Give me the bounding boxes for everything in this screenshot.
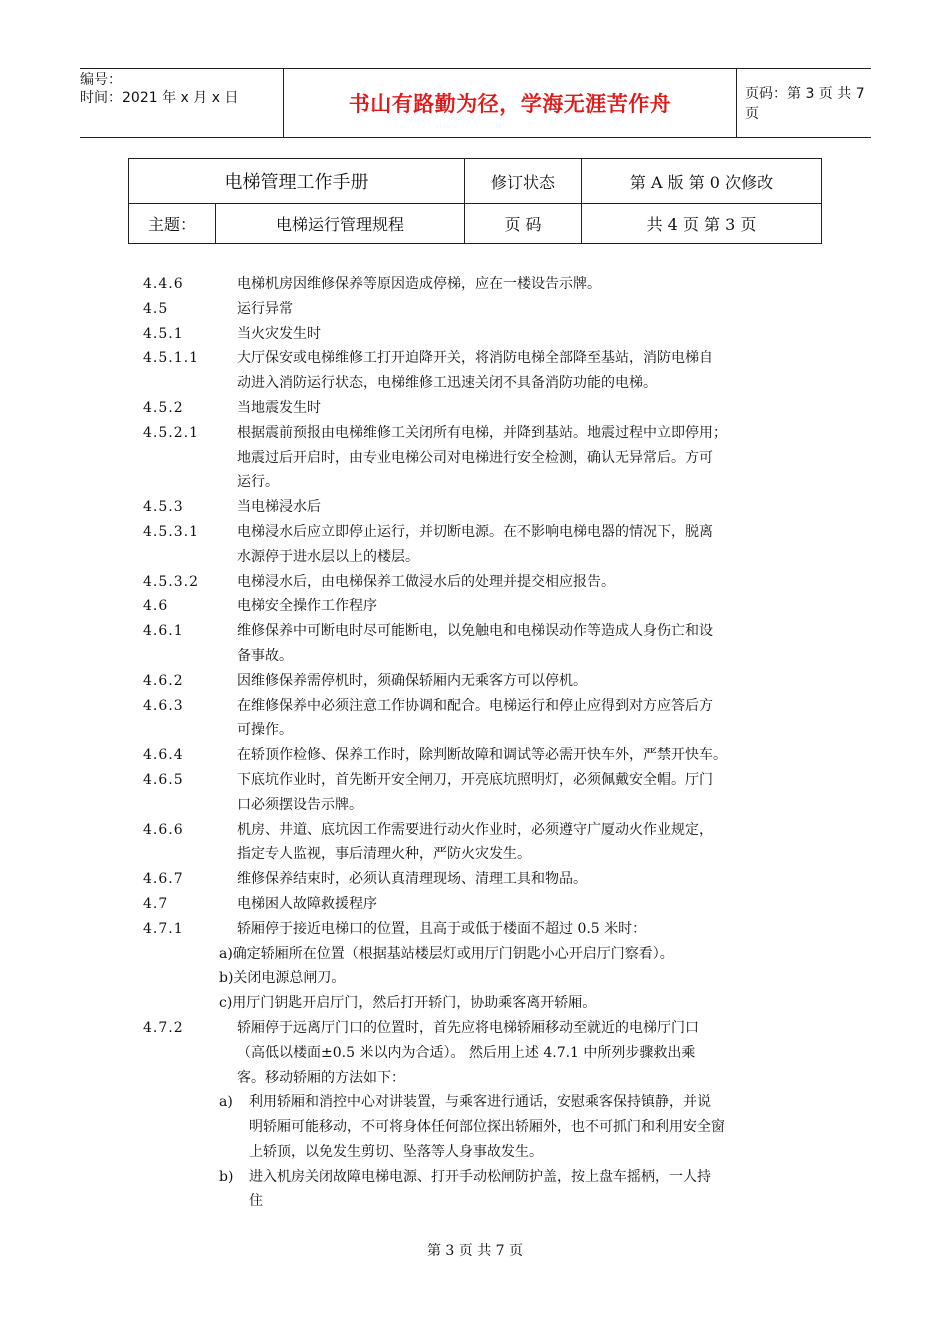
- paragraph-line: [143, 470, 823, 495]
- paragraph-text: 地震过后开启时，由专业电梯公司对电梯进行安全检测，确认无异常后。方可: [237, 449, 713, 466]
- paragraph-text: 轿厢停于远离厅门口的位置时，首先应将电梯轿厢移动至就近的电梯厅门口: [237, 1019, 699, 1036]
- paragraph-line: [143, 892, 823, 917]
- paragraph-line: [143, 1066, 823, 1091]
- page-info: 页码：第 3 页 共 7 页: [745, 86, 865, 122]
- paragraph-text: 电梯浸水后，由电梯保养工做浸水后的处理并提交相应报告。: [237, 573, 615, 590]
- paragraph-line: [143, 793, 823, 818]
- paragraph-line: [143, 867, 823, 892]
- paragraph-text: 因维修保养需停机时，须确保轿厢内无乘客方可以停机。: [237, 672, 587, 689]
- section-number: 4.6: [143, 598, 169, 615]
- paragraph-text: 根据震前预报由电梯维修工关闭所有电梯，并降到基站。地震过程中立即停用；: [237, 424, 727, 441]
- section-number: 4.5.3: [143, 499, 184, 516]
- section-number: 4.5.3.1: [143, 523, 199, 540]
- section-number: 4.6.5: [143, 771, 184, 788]
- list-item-line: [143, 1189, 823, 1214]
- list-marker: b): [219, 1168, 234, 1185]
- list-item-text: 住: [249, 1193, 263, 1210]
- paragraph-text: 电梯浸水后应立即停止运行，并切断电源。在不影响电梯电器的情况下，脱离: [237, 523, 713, 540]
- number-label: 编号：: [80, 72, 122, 88]
- paragraph-line: [143, 297, 823, 322]
- section-number: 4.6.1: [143, 623, 184, 640]
- paragraph-line: [143, 619, 823, 644]
- section-number: 4.6.7: [143, 871, 184, 888]
- paragraph-text: 运行。: [237, 474, 279, 491]
- title-table: [128, 158, 822, 244]
- section-number: 4.6.4: [143, 747, 184, 764]
- header-meta: [80, 69, 283, 139]
- paragraph-text: 当火灾发生时: [237, 325, 321, 342]
- paragraph-text: 客。移动轿厢的方法如下：: [237, 1069, 405, 1086]
- paragraph-line: [143, 644, 823, 669]
- paragraph-text: （高低以楼面±0.5 米以内为合适）。 然后用上述 4.7.1 中所列步骤救出乘: [237, 1044, 696, 1061]
- paragraph-text: b)关闭电源总闸刀。: [219, 970, 346, 987]
- section-number: 4.6.3: [143, 697, 184, 714]
- paragraph-line: [143, 545, 823, 570]
- paragraph-line: [143, 421, 823, 446]
- paragraph-line: [143, 991, 823, 1016]
- paragraph-text: 在轿顶作检修、保养工作时，除判断故障和调试等必需开快车外，严禁开快车。: [237, 747, 727, 764]
- paragraph-text: 指定专人监视，事后清理火种，严防火灾发生。: [237, 846, 531, 863]
- paragraph-text: 下底坑作业时，首先断开安全闸刀，开亮底坑照明灯，必须佩戴安全帽。厅门: [237, 771, 713, 788]
- list-item-text: 明轿厢可能移动，不可将身体任何部位探出轿厢外，也不可抓门和利用安全窗: [249, 1119, 725, 1136]
- paragraph-line: [143, 346, 823, 371]
- paragraph-line: [143, 272, 823, 297]
- section-number: 4.5.1: [143, 325, 184, 342]
- paragraph-line: [143, 669, 823, 694]
- paragraph-text: 运行异常: [237, 300, 293, 317]
- motto: 书山有路勤为径，学海无涯苦作舟: [283, 69, 737, 137]
- paragraph-text: 在维修保养中必须注意工作协调和配合。电梯运行和停止应得到对方应答后方: [237, 697, 713, 714]
- paragraph-text: 电梯机房因维修保养等原因造成停梯，应在一楼设告示牌。: [237, 276, 601, 292]
- paragraph-line: [143, 842, 823, 867]
- paragraph-line: [143, 743, 823, 768]
- section-number: 4.6.2: [143, 672, 184, 689]
- paragraph-line: [143, 371, 823, 396]
- section-number: 4.5.2: [143, 399, 184, 416]
- section-number: 4.5.2.1: [143, 424, 199, 441]
- list-item-line: [143, 1090, 823, 1115]
- list-item-text: 上轿顶，以免发生剪切、坠落等人身事故发生。: [249, 1143, 543, 1160]
- paragraph-text: 可操作。: [237, 722, 293, 739]
- paragraph-text: a)确定轿厢所在位置（根据基站楼层灯或用厅门钥匙小心开启厅门察看）。: [219, 945, 674, 962]
- time-label: 时间：2021 年 x 月 x 日: [80, 90, 239, 106]
- paragraph-line: [143, 942, 823, 967]
- paragraph-line: [143, 570, 823, 595]
- paragraph-line: [143, 966, 823, 991]
- paragraph-text: 维修保养结束时，必须认真清理现场、清理工具和物品。: [237, 871, 587, 888]
- list-marker: a): [219, 1094, 233, 1111]
- page-label: 页 码: [465, 204, 582, 244]
- section-number: 4.4.6: [143, 276, 184, 292]
- section-number: 4.7: [143, 895, 169, 912]
- list-item-text: 进入机房关闭故障电梯电源、打开手动松闸防护盖，按上盘车摇柄，一人持: [249, 1168, 711, 1185]
- paragraph-text: 动进入消防运行状态，电梯维修工迅速关闭不具备消防功能的电梯。: [237, 375, 657, 392]
- paragraph-line: [143, 520, 823, 545]
- manual-title: 电梯管理工作手册: [129, 159, 465, 204]
- paragraph-text: 轿厢停于接近电梯口的位置，且高于或低于楼面不超过 0.5 米时：: [237, 920, 647, 937]
- subject-value: 电梯运行管理规程: [216, 204, 465, 244]
- paragraph-line: [143, 718, 823, 743]
- section-number: 4.6.6: [143, 821, 184, 838]
- list-item-line: [143, 1165, 823, 1190]
- paragraph-text: 电梯困人故障救援程序: [237, 895, 377, 912]
- list-item-text: 利用轿厢和消控中心对讲装置，与乘客进行通话，安慰乘客保持镇静，并说: [249, 1094, 711, 1111]
- paragraph-line: [143, 1016, 823, 1041]
- page-value: 共 4 页 第 3 页: [582, 204, 822, 244]
- revision-value: 第 A 版 第 0 次修改: [582, 159, 822, 204]
- paragraph-line: [143, 446, 823, 471]
- paragraph-line: [143, 818, 823, 843]
- paragraph-text: 水源停于进水层以上的楼层。: [237, 548, 419, 565]
- section-number: 4.5.3.2: [143, 573, 199, 590]
- paragraph-line: [143, 495, 823, 520]
- revision-label: 修订状态: [465, 159, 582, 204]
- page-header: [80, 68, 871, 138]
- section-number: 4.5.1.1: [143, 350, 199, 367]
- document-body: [143, 272, 823, 1214]
- section-number: 4.7.2: [143, 1019, 184, 1036]
- paragraph-text: 备事故。: [237, 647, 293, 664]
- subject-label: 主题：: [129, 204, 216, 244]
- paragraph-line: [143, 768, 823, 793]
- paragraph-text: 大厅保安或电梯维修工打开迫降开关，将消防电梯全部降至基站，消防电梯自: [237, 350, 713, 367]
- paragraph-text: 机房、井道、底坑因工作需要进行动火作业时，必须遵守广厦动火作业规定，: [237, 821, 713, 838]
- paragraph-text: c)用厅门钥匙开启厅门，然后打开轿门，协助乘客离开轿厢。: [219, 995, 597, 1012]
- page-footer: 第 3 页 共 7 页: [426, 1243, 524, 1259]
- paragraph-text: 当电梯浸水后: [237, 499, 321, 516]
- paragraph-text: 当地震发生时: [237, 399, 321, 416]
- list-item-line: [143, 1115, 823, 1140]
- paragraph-text: 口必须摆设告示牌。: [237, 796, 363, 813]
- paragraph-line: [143, 917, 823, 942]
- paragraph-line: [143, 594, 823, 619]
- section-number: 4.7.1: [143, 920, 184, 937]
- paragraph-line: [143, 694, 823, 719]
- paragraph-line: [143, 396, 823, 421]
- list-item-line: [143, 1140, 823, 1165]
- paragraph-line: [143, 1041, 823, 1066]
- section-number: 4.5: [143, 300, 169, 317]
- paragraph-text: 维修保养中可断电时尽可能断电，以免触电和电梯误动作等造成人身伤亡和设: [237, 623, 713, 640]
- paragraph-text: 电梯安全操作工作程序: [237, 598, 377, 615]
- paragraph-line: [143, 322, 823, 347]
